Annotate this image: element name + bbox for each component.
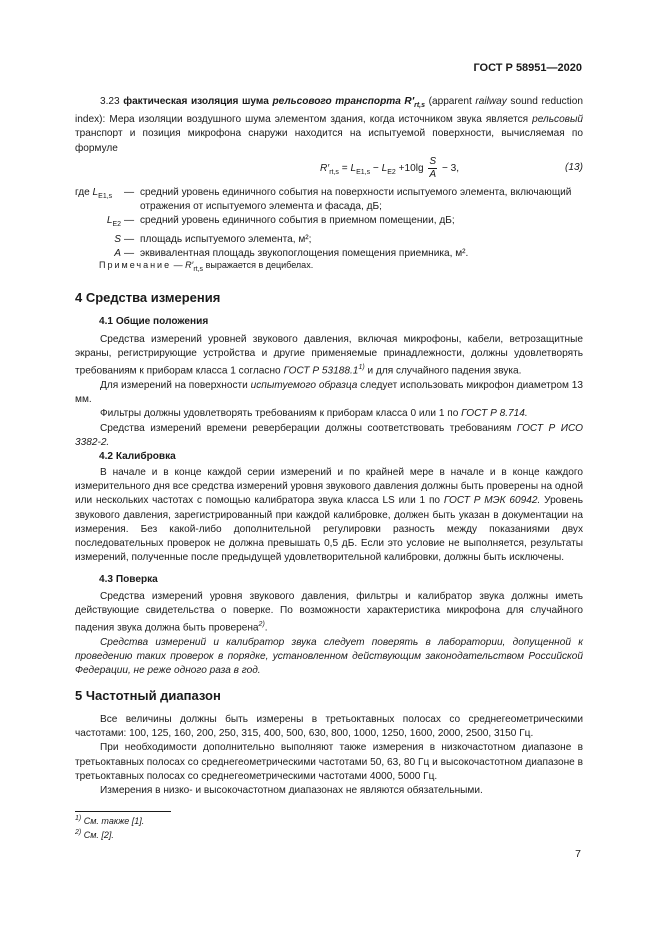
paragraph: Средства измерений времени реверберации должны соответствовать требованиям ГОСТ Р ИСО 3382-2.: [75, 422, 584, 448]
formula-13: [75, 156, 583, 184]
term-bold: фактическая изоляция шума: [123, 96, 269, 107]
section-4-2-title: 4.2 Калибровка: [99, 451, 176, 462]
definition-row: где $L_{E1,s}$ — средний уровень единичного события на поверхности испытуемого элемента, включающий отражения от испытуемого элемента и фасада, дБ;: [75, 187, 572, 213]
section-4-2-body: [75, 466, 583, 565]
paragraph: При необходимости дополнительно выполняют также измерения в низкочастотном диапазоне в третьоктавных полосах со среднегеометрическими частотами 50, 63, 80 Гц и высокочастотном диапазоне в третьоктавных полосах со среднегеометрическими частотами 4000, 5000 Гц.: [75, 742, 583, 782]
footnote-2: $^{2)}$ См. [2].: [75, 829, 114, 840]
definition-text-italic: рельсовый: [532, 114, 583, 126]
formula-expression: $R'_{rt,s} = L_{E1,s} - L_{E2} +10\lg$ $\frac{S}{A}$ − 3,: [320, 156, 460, 180]
definition-paragraph: [75, 95, 583, 156]
section-4-title: 4 Средства измерения: [75, 290, 221, 305]
definition-text-c: транспорт и позиция микрофона снаружи находится на испытуемой поверхности, вычисляемая по формуле: [75, 128, 583, 154]
paragraph: Фильтры должны удовлетворять требованиям к приборам класса 0 или 1 по ГОСТ Р 8.714.: [100, 408, 528, 420]
page-number: 7: [575, 848, 581, 860]
section-5-title: 5 Частотный диапазон: [75, 688, 221, 703]
term-symbol: $R'_{rt,s}$: [404, 96, 426, 110]
paragraph-italic: Средства измерений и калибратор звука следует поверять в лаборатории, допущенной к проведению таких проверок в порядке, установленном действующим законодательством Российской Федерации, не реже одного раза в год.: [75, 636, 583, 677]
english-term-open: (apparent: [428, 96, 472, 107]
formula-fraction: $\frac{S}{A}$: [429, 156, 437, 180]
definition-row: A — эквивалентная площадь звукопоглощения помещения приемника, м².: [114, 247, 469, 259]
section-3-23: [75, 95, 583, 156]
section-4-3-body: [75, 590, 583, 679]
section-4-1-title: 4.1 Общие положения: [99, 316, 209, 327]
term-bold-italic: рельсового транспорта: [272, 96, 401, 107]
footnote-1: $^{1)}$ См. также [1].: [75, 815, 145, 826]
note: Примечание — $R'_{rt,s}$ выражается в децибелах.: [99, 260, 314, 273]
definition-row: S — площадь испытуемого элемента, м²;: [114, 233, 312, 245]
document-code-header: ГОСТ Р 58951—2020: [473, 62, 582, 74]
paragraph: Измерения в низко- и высокочастотном диапазонах не являются обязательными.: [100, 785, 483, 797]
section-4-3-title: 4.3 Поверка: [99, 574, 158, 585]
section-5-body: [75, 713, 583, 798]
paragraph: Для измерений на поверхности испытуемого образца следует использовать микрофон диаметром 13 мм.: [75, 379, 583, 406]
clause-number: 3.23: [100, 96, 120, 107]
definition-text-a: Мера изоляции воздушного шума элементом здания, когда источником звука является: [109, 114, 529, 126]
formula-number: (13): [565, 162, 583, 173]
paragraph: Средства измерений уровня звукового давления, фильтры и калибратор звука должны иметь действующие свидетельства о поверке. По возможности характеристика микрофона для случайного падения звука должна быть проверена$^{2)}$.: [75, 591, 583, 634]
symbol-definitions: [75, 186, 583, 261]
english-term-close: sound reduction index):: [75, 96, 583, 126]
paragraph: В начале и в конце каждой серии измерений и по крайней мере в начале и в конце каждого измерительного дня все средства измерений уровня звукового давления должны быть проверены на одной или нескольких частотах с помощью калибратора звука класса LS или 1 по ГОСТ Р МЭК 60942. Уровень звукового давления, зарегистрированный при каждой калибровке, должен быть указан в документации на измерения. Без какой-либо дополнительной регулировки разность между показаниями двух последовательных проверок не должна превышать 0,5 дБ. Если это условие не выполняется, результаты измерений, полученные после предыдущей удовлетворительной калибровки, должны быть исключены.: [75, 467, 583, 564]
english-term-italic: railway: [475, 96, 507, 107]
definition-row: $L_{E2}$ — средний уровень единичного события в приемном помещении, дБ;: [106, 215, 455, 229]
footnote-separator: [75, 811, 171, 812]
section-4-1-body: [75, 333, 583, 450]
paragraph: Средства измерений уровней звукового давления, включая микрофоны, кабели, ветрозащитные экраны, регистрирующие устройства и другие применяемые принадлежности, должны удовлетворять требованиям к приборам класса 1 согласно ГОСТ Р 53188.1$^{1)}$ и для случайного падения звука.: [75, 334, 583, 377]
paragraph: Все величины должны быть измерены в третьоктавных полосах со среднегеометрическими частотами: 100, 125, 160, 200, 250, 315, 400, 500, 630, 800, 1000, 1250, 1600, 2000, 2500, 3150 Гц.: [75, 714, 583, 740]
